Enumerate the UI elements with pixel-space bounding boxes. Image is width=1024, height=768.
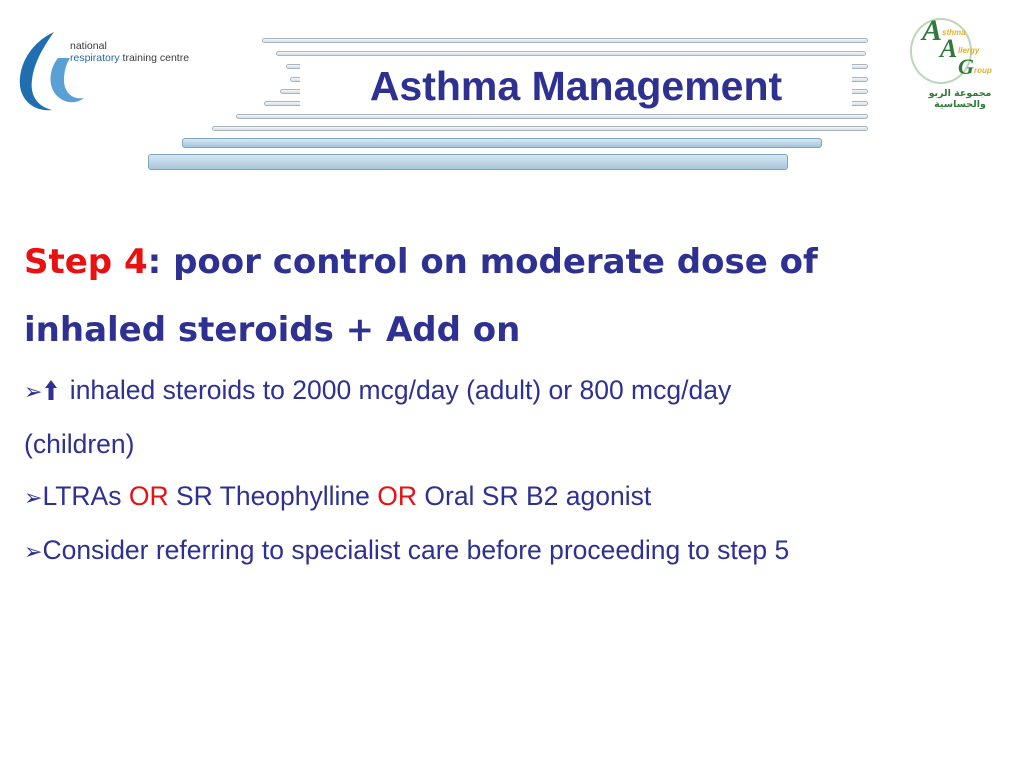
aag-letter-a2: A (940, 34, 958, 63)
bullet-arrow-icon: ➢ (24, 539, 43, 564)
bullet-3-text: Consider referring to specialist care before proceeding to step 5 (42, 535, 790, 565)
bullet-increase-steroids (24, 364, 1019, 470)
slide-title: Asthma Management (300, 62, 852, 110)
arrow-up-icon (44, 379, 58, 401)
header-bar (276, 51, 866, 56)
logo-line-2-rest: training centre (119, 52, 190, 64)
ntrc-logo-text (70, 40, 189, 64)
bullet-2-or: OR (128, 481, 169, 511)
header-bar (212, 126, 868, 131)
aag-letter-a1: A (922, 14, 943, 47)
slide-body (24, 228, 1019, 578)
aag-word-1: sthma (942, 28, 966, 37)
ntrc-logo (14, 28, 214, 118)
aag-word-2: llergy (958, 46, 980, 55)
bullet-arrow-icon: ➢ (24, 485, 43, 510)
logo-line-1: national (70, 40, 107, 52)
header-bar-blue (182, 138, 822, 148)
bullet-arrow-icon: ➢ (24, 379, 43, 404)
step-label: Step 4 (24, 242, 148, 282)
header-bar (236, 114, 868, 119)
aag-letter-g: G (958, 54, 974, 79)
logo-highlight: respiratory (70, 52, 120, 64)
step-heading-line-2: inhaled steroids + Add on (24, 310, 521, 350)
bullet-add-on-options (24, 470, 1019, 524)
bullet-1-text: inhaled steroids to 2000 mcg/day (adult) or 800 mcg/day (62, 375, 732, 405)
bullet-specialist-referral (24, 524, 1019, 578)
aag-word-3: roup (974, 66, 992, 75)
bullet-1-text-cont: (children) (24, 429, 135, 459)
step-heading (24, 228, 1019, 364)
bullet-2-part: Oral SR B2 agonist (417, 481, 652, 511)
header-bar (262, 38, 868, 43)
bullet-2-part: LTRAs (42, 481, 129, 511)
aag-logo (904, 14, 1014, 110)
logo-line-2 (70, 52, 189, 64)
bullet-2-part: SR Theophylline (168, 481, 378, 511)
header-bar-blue (148, 154, 788, 170)
aag-arabic-name: مجموعة الربو والحساسية (928, 88, 992, 110)
bullet-2-or: OR (377, 481, 418, 511)
step-heading-line-1: : poor control on moderate dose of (147, 242, 818, 282)
